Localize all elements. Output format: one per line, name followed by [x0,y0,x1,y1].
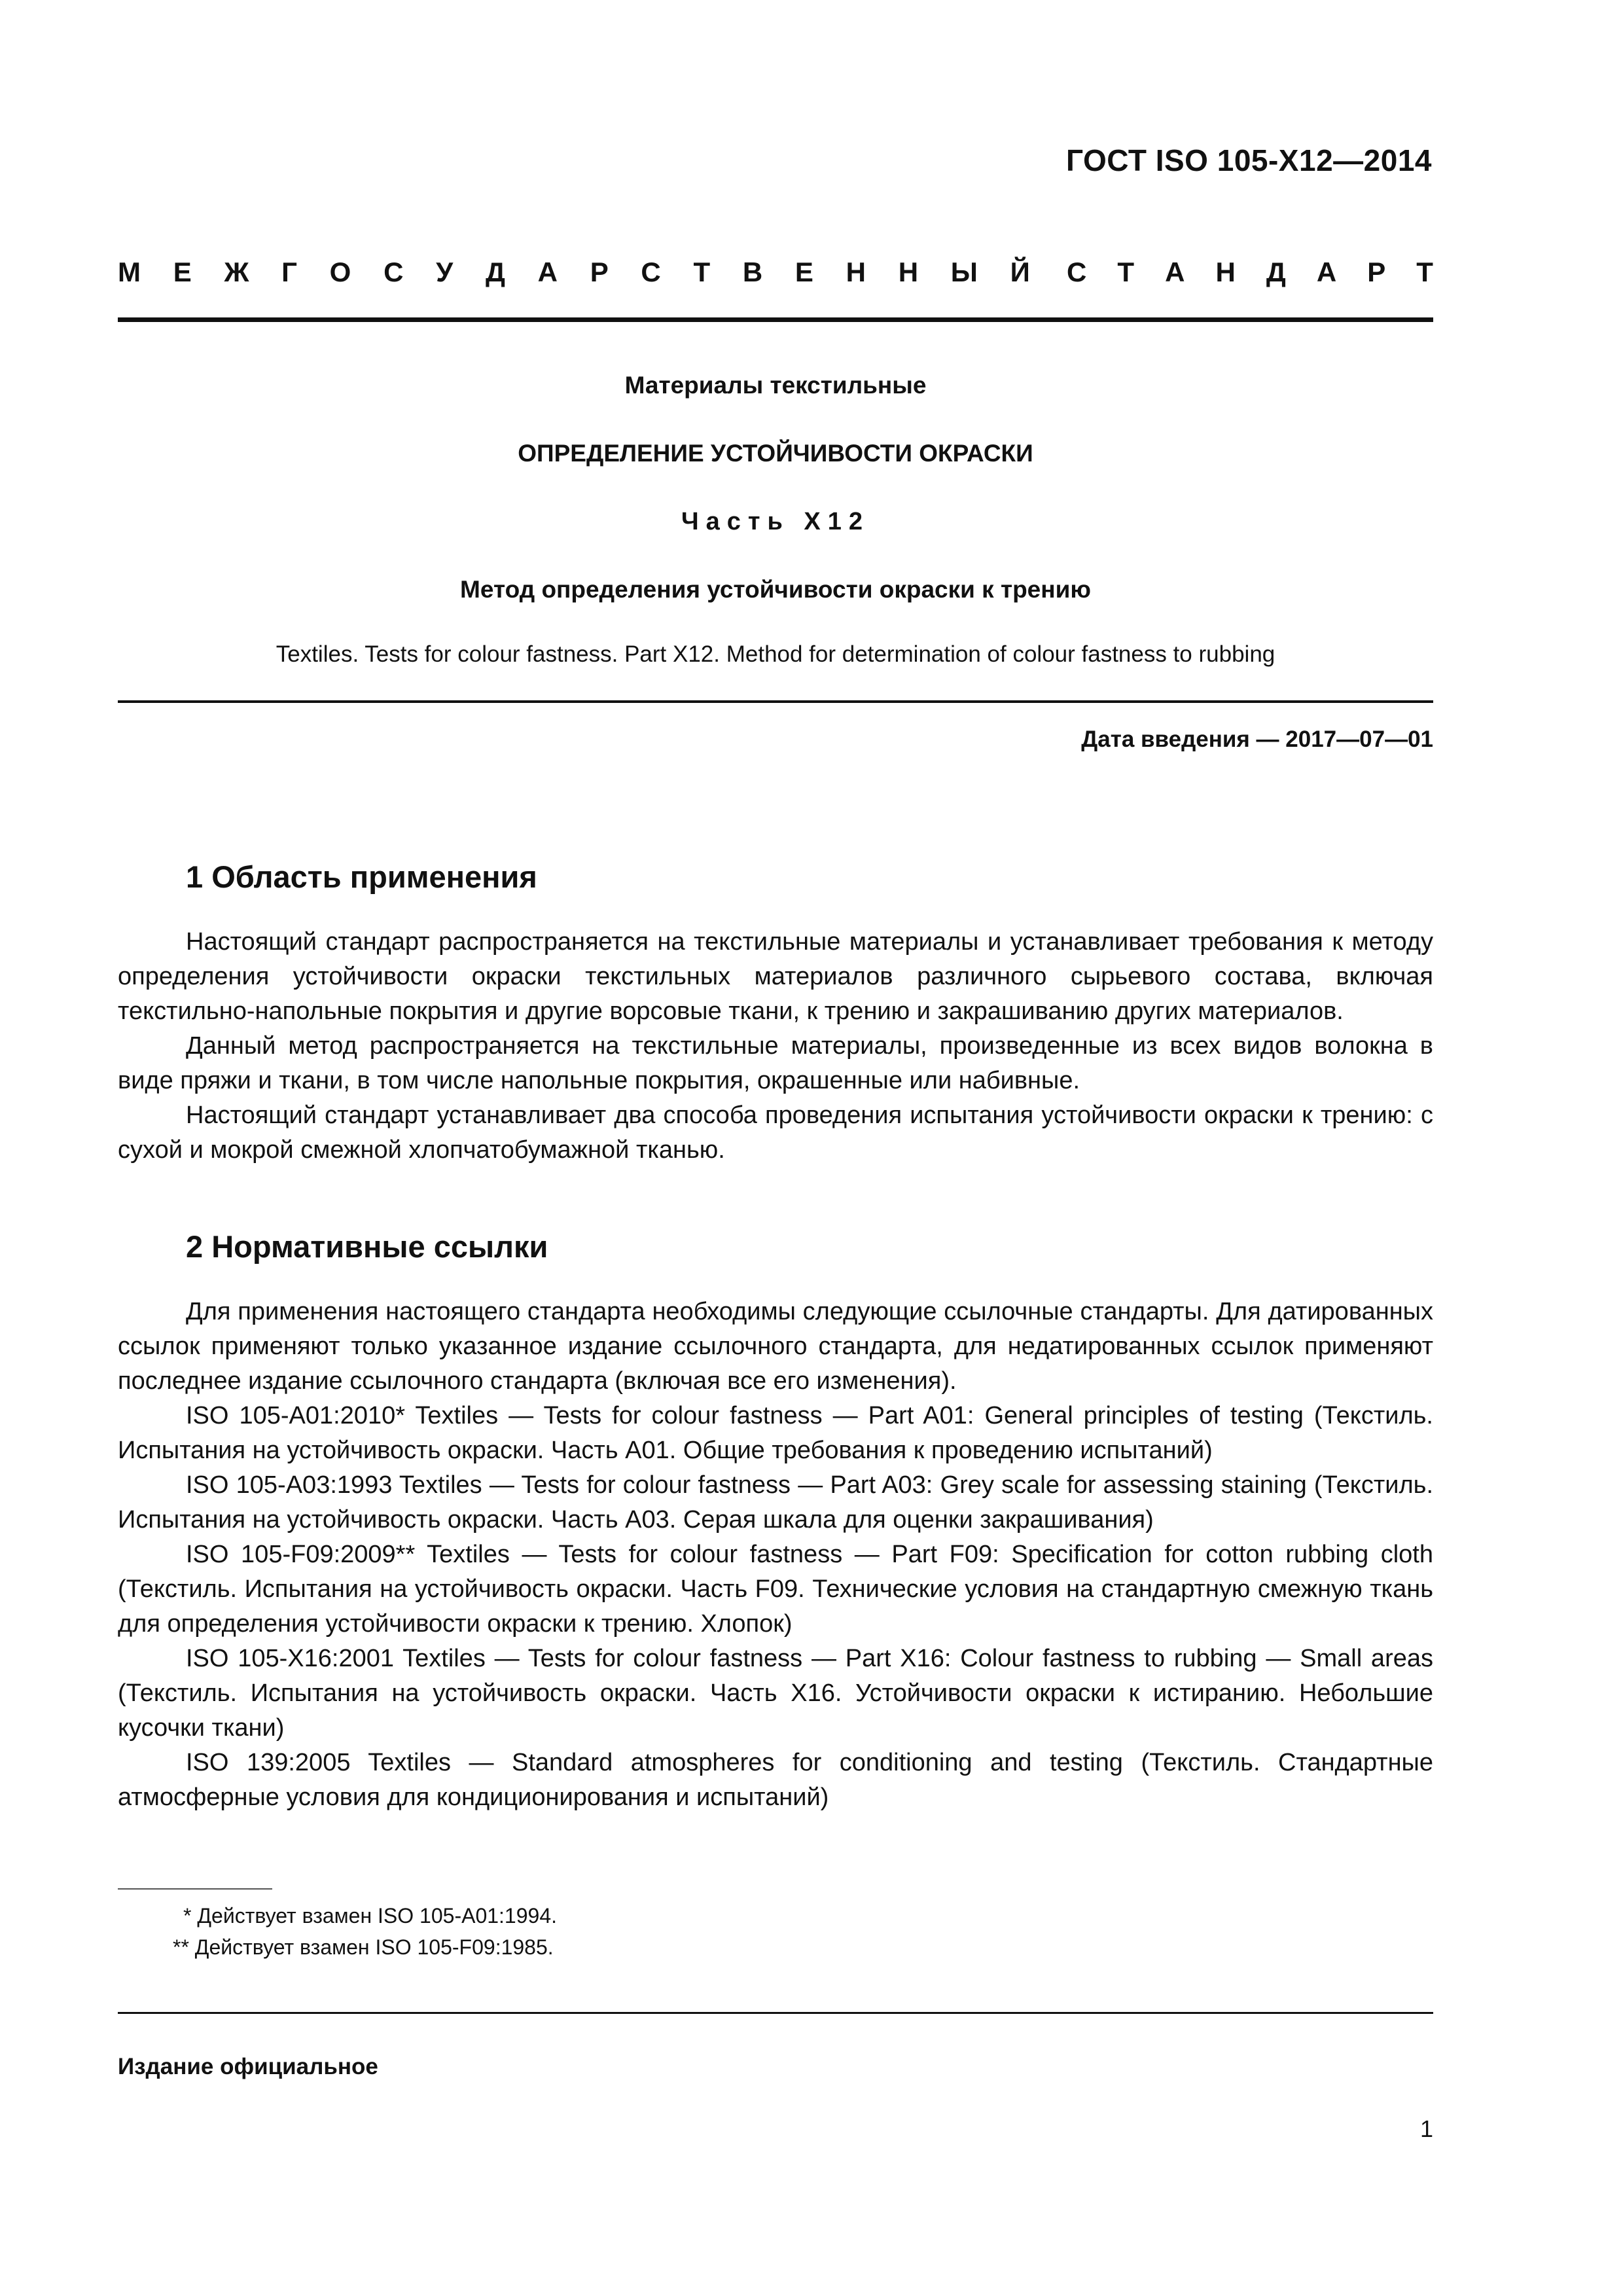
footnote-rule [118,1888,272,1890]
paragraph: Данный метод распространяется на текстильные материалы, произведенные из всех видов волокна в виде пряжи и ткани, в том числе напольные покрытия, окрашенные или набивные. [118,1032,1433,1094]
banner-letter: А [537,257,558,287]
reference-iso-105-a03: ISO 105-A03:1993 Textiles — Tests for colour fastness — Part A03: Grey scale for assessing staining (Текстиль. Испытания на устойчивость окраски. Часть А03. Серая шкала для оценки закрашивания) [118,1471,1433,1534]
standard-code: ГОСТ ISO 105-X12—2014 [1066,143,1432,177]
effective-date: Дата введения — 2017—07—01 [1081,726,1433,752]
banner-letter: С [641,257,661,287]
banner-letter: Н [898,257,919,287]
banner-letter: Ы [950,257,978,287]
banner-letter: Г [281,257,297,287]
banner-letter: Ж [224,257,249,287]
banner-letter: В [742,257,763,287]
title-materials: Материалы текстильные [624,372,927,399]
banner-letter: Т [693,257,711,287]
header-rule [118,317,1433,322]
section-1-body [118,925,1433,1168]
section-2-heading: 2 Нормативные ссылки [186,1229,548,1264]
banner-word-standard [1067,257,1433,288]
page-number: 1 [1419,2115,1433,2142]
official-edition-label: Издание официальное [118,2054,378,2079]
banner-letter: Е [794,257,813,287]
section-1-heading: 1 Область применения [186,859,537,894]
banner-word-interstate [118,257,1030,288]
banner-letter: Т [1416,257,1433,287]
title-rule [118,700,1433,703]
banner-letter: Р [1367,257,1386,287]
banner-letter: Р [590,257,609,287]
banner-letter: Н [846,257,866,287]
banner-letter: Й [1010,257,1030,287]
banner-letter: У [436,257,454,287]
paragraph: Настоящий стандарт устанавливает два способа проведения испытания устойчивости окраски к трению: с сухой и мокрой смежной хлопчатобумажной тканью. [118,1102,1433,1164]
title-english: Textiles. Tests for colour fastness. Part X12. Method for determination of colour fastness to rubbing [276,641,1275,667]
banner-letter: Д [1266,257,1286,287]
banner-letter: С [1067,257,1087,287]
reference-iso-139: ISO 139:2005 Textiles — Standard atmospheres for conditioning and testing (Текстиль. Стандартные атмосферные условия для кондиционирования и испытаний) [118,1749,1433,1811]
footer-rule [118,2012,1433,2014]
reference-iso-105-a01: ISO 105-A01:2010* Textiles — Tests for colour fastness — Part A01: General principles of testing (Текстиль. Испытания на устойчивость окраски. Часть А01. Общие требования к проведению испытаний) [118,1402,1433,1464]
banner-letter: О [329,257,351,287]
banner-letter: А [1165,257,1185,287]
banner-letter: М [118,257,141,287]
banner-letter: С [383,257,404,287]
banner-letter: Д [485,257,505,287]
banner-letter: Е [173,257,192,287]
title-part: Часть Х12 [681,508,870,535]
footnote-2: ** Действует взамен ISO 105-F09:1985. [173,1935,554,1959]
banner-letter: А [1316,257,1337,287]
footnote-1: * Действует взамен ISO 105-A01:1994. [183,1904,557,1928]
paragraph: Для применения настоящего стандарта необходимы следующие ссылочные стандарты. Для датированных ссылок применяют только указанное издание ссылочного стандарта, для недатированных ссылок применяют последнее издание ссылочного стандарта (включая все его изменения). [118,1298,1433,1395]
reference-iso-105-f09: ISO 105-F09:2009** Textiles — Tests for colour fastness — Part F09: Specification for cotton rubbing cloth (Текстиль. Испытания на устойчивость окраски. Часть F09. Технические условия на стандартную смежную ткань для определения устойчивости окраски к трению. Хлопок) [118,1541,1433,1638]
reference-iso-105-x16: ISO 105-X16:2001 Textiles — Tests for colour fastness — Part X16: Colour fastness to rubbing — Small areas (Текстиль. Испытания на устойчивость окраски. Часть Х16. Устойчивости окраски к истиранию. Небольшие кусочки ткани) [118,1645,1433,1742]
standard-type-banner [118,257,1433,288]
banner-letter: Т [1117,257,1135,287]
section-2-body [118,1295,1433,1815]
paragraph: Настоящий стандарт распространяется на текстильные материалы и устанавливает требования к методу определения устойчивости окраски текстильных материалов различного сырьевого состава, включая текстильно-напольные покрытия и другие ворсовые ткани, к трению и закрашиванию других материалов. [118,928,1433,1025]
banner-letter: Н [1215,257,1236,287]
title-main: ОПРЕДЕЛЕНИЕ УСТОЙЧИВОСТИ ОКРАСКИ [518,440,1033,467]
title-method: Метод определения устойчивости окраски к трению [460,576,1091,603]
